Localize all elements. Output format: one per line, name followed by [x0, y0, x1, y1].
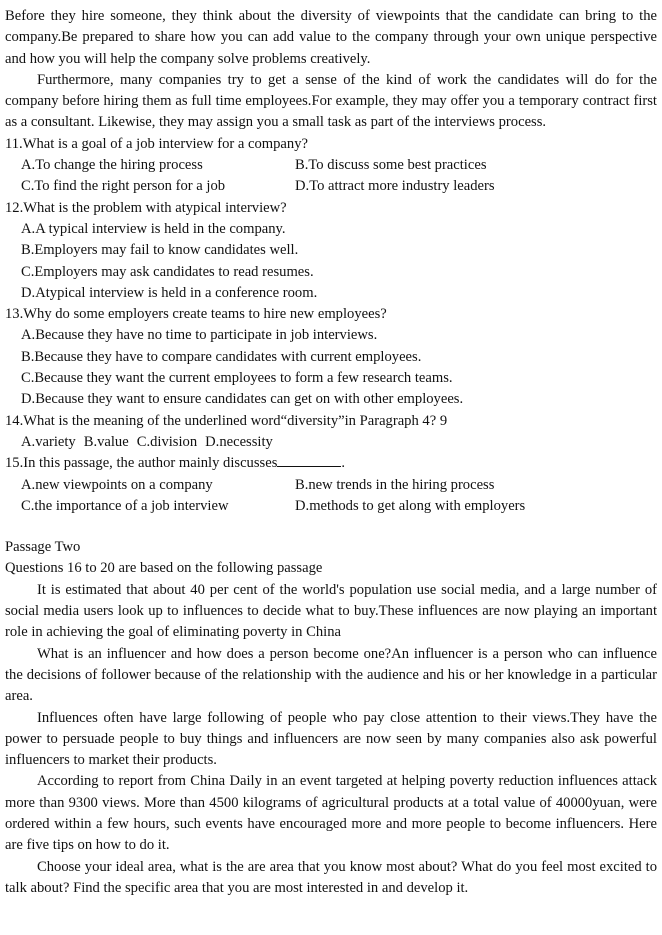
question-15-stem: 15.In this passage, the author mainly discusses: [5, 455, 278, 472]
section-gap: [5, 517, 657, 537]
passage-two-paragraph-2: What is an influencer and how does a person become one?An influencer is a person who can influence the decisions of follower because of the relationship with the audience and his or her knowledge in a particular area.: [5, 645, 657, 705]
option-a: A.To change the hiring process: [21, 157, 203, 174]
option-c: C.Because they want the current employees to form a few research teams.: [21, 370, 453, 387]
question-15-stem-end: .: [341, 455, 346, 472]
question-14-stem: 14.What is the meaning of the underlined word“diversity”in Paragraph 4? 9: [5, 412, 448, 429]
option-a: A.Because they have no time to participate in job interviews.: [21, 327, 378, 344]
passage-two-paragraph-4: According to report from China Daily in an event targeted at helping poverty reduction influences attack more than 9300 views. More than 4500 kilograms of agricultural products at a total value of 40000yuan, were ordered within a few hours, such events have encouraged more and more people to become influencers. Here are five tips on how to do it.: [5, 773, 657, 854]
option-b: B.value: [83, 433, 129, 450]
question-12: [5, 198, 657, 304]
option-a: A.new viewpoints on a company: [21, 476, 213, 493]
question-11-options-row-2: [21, 176, 657, 197]
option-a: A.variety: [21, 433, 76, 450]
option-c: C.To find the right person for a job: [21, 178, 226, 195]
intro-paragraph-1: Before they hire someone, they think about the diversity of viewpoints that the candidate can bring to the company.Be prepared to share how you can add value to the company through your own unique perspective and how you will help the company solve problems creatively.: [5, 8, 657, 67]
question-15-options-row-1: [21, 475, 657, 496]
option-b: B.To discuss some best practices: [295, 157, 487, 174]
option-c: C.the importance of a job interview: [21, 497, 229, 514]
question-13-stem: 13.Why do some employers create teams to hire new employees?: [5, 306, 387, 323]
question-13: [5, 304, 657, 410]
question-15: [5, 453, 657, 517]
option-d: D.necessity: [205, 433, 273, 450]
question-12-stem: 12.What is the problem with atypical interview?: [5, 199, 287, 216]
option-c: C.division: [136, 433, 198, 450]
passage-two-paragraph-1: It is estimated that about 40 per cent of the world's population use social media, and a large number of social media users look up to influences to decide what to buy.These influences are now playing an important role in achieving the goal of eliminating poverty in China: [5, 581, 657, 641]
question-11-stem: 11.What is a goal of a job interview for a company?: [5, 135, 308, 152]
passage-two-paragraph-3: Influences often have large following of people who pay close attention to their views.They have the power to persuade people to buy things and influencers are now seen by many companies also ask powerful influencers to market their products.: [5, 709, 657, 769]
question-15-stem-line: [5, 453, 657, 474]
question-14-options: [21, 432, 657, 453]
question-11: [5, 134, 657, 198]
option-d: D.To attract more industry leaders: [295, 178, 495, 195]
answer-blank: [277, 454, 341, 467]
option-d: D.Because they want to ensure candidates can get on with other employees.: [21, 391, 464, 408]
option-a: A.A typical interview is held in the company.: [21, 220, 286, 237]
option-b: B.new trends in the hiring process: [295, 476, 495, 493]
option-c: C.Employers may ask candidates to read resumes.: [21, 263, 314, 280]
option-d: D.Atypical interview is held in a conference room.: [21, 284, 318, 301]
option-b: B.Because they have to compare candidates with current employees.: [21, 348, 422, 365]
option-d: D.methods to get along with employers: [295, 497, 526, 514]
question-11-options-row-1: [21, 155, 657, 176]
document-page: [5, 6, 657, 899]
question-14: [5, 411, 657, 454]
question-15-options-row-2: [21, 496, 657, 517]
intro-paragraph-2: Furthermore, many companies try to get a sense of the kind of work the candidates will do for the company before hiring them as full time employees.For example, they may offer you a temporary contract first as a consultant. Likewise, they may assign you a small task as part of the interviews process.: [5, 71, 657, 131]
passage-two-title: Passage Two: [5, 539, 81, 556]
passage-two-paragraph-5: Choose your ideal area, what is the are area that you know most about? What do you feel most excited to talk about? Find the specific area that you are most interested in and develop it.: [5, 858, 657, 896]
option-b: B.Employers may fail to know candidates well.: [21, 242, 299, 259]
passage-two-instruction: Questions 16 to 20 are based on the following passage: [5, 560, 323, 577]
passage-two: [5, 537, 657, 899]
